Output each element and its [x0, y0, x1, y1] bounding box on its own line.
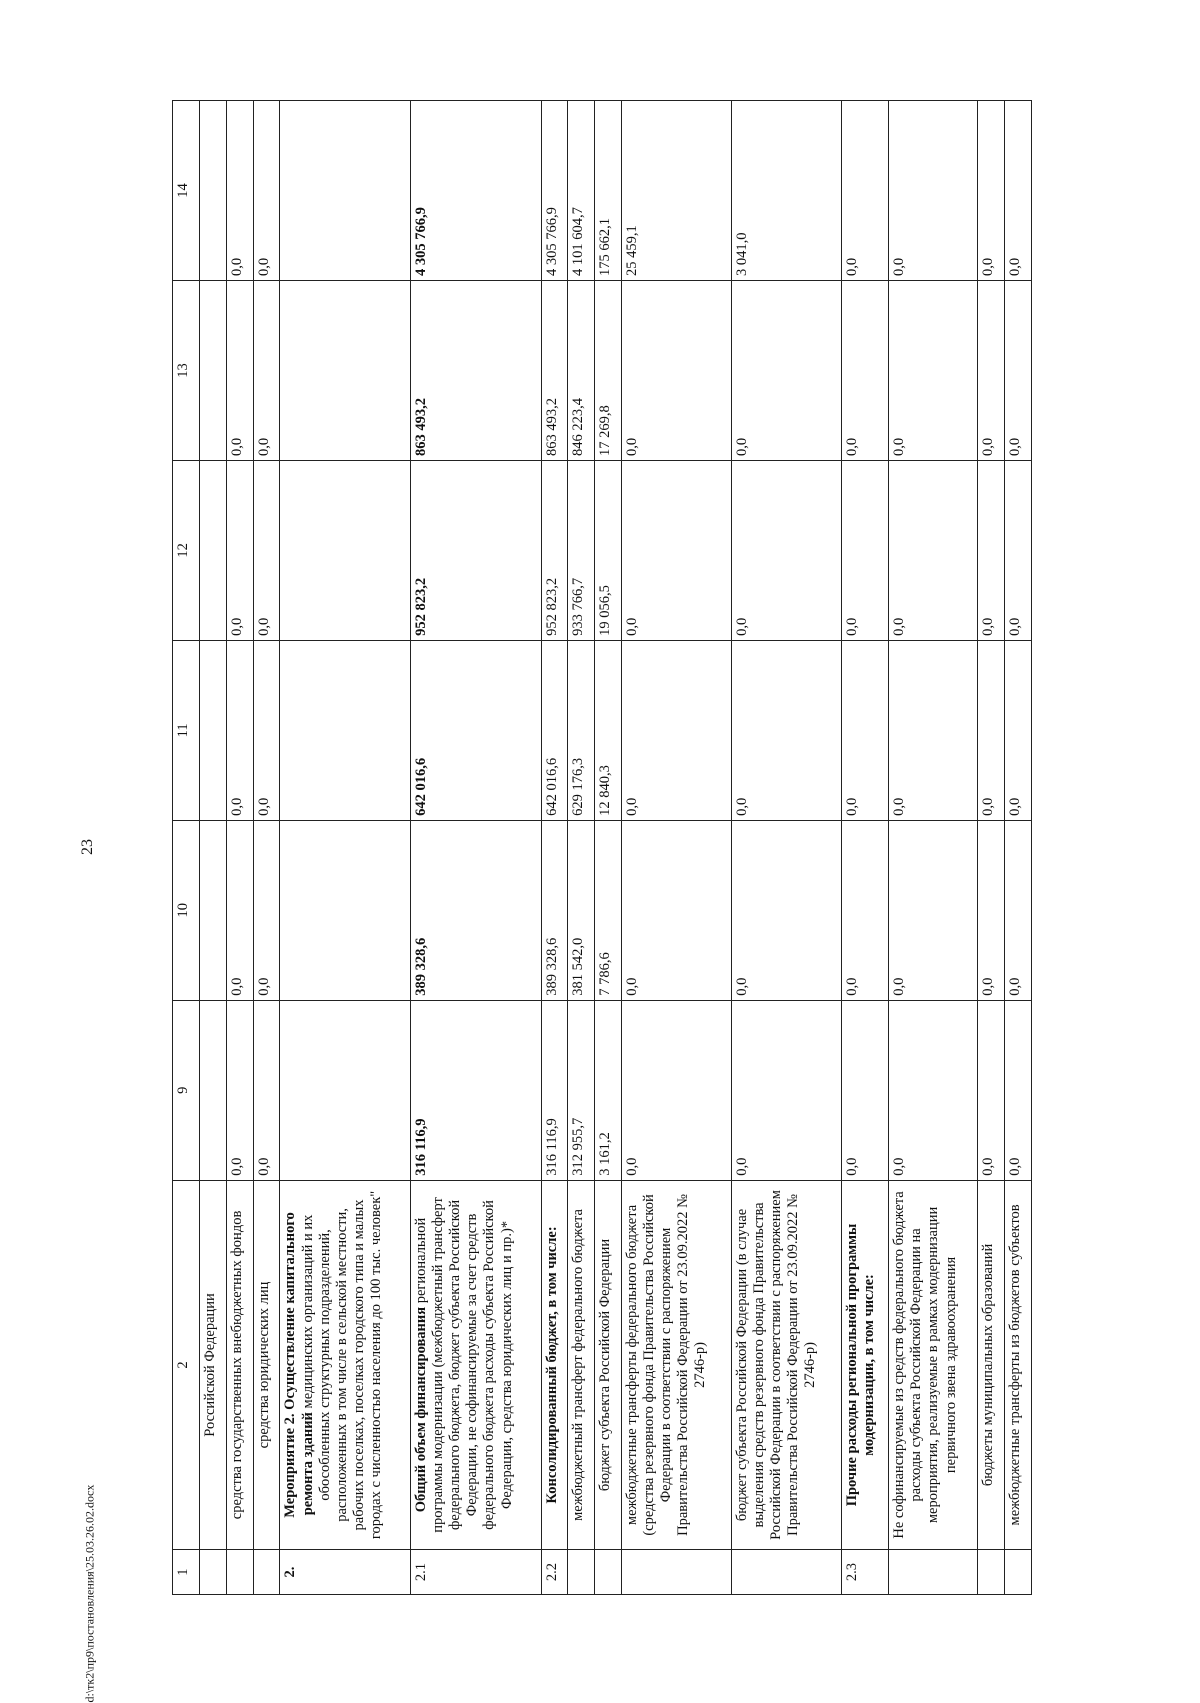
row-label-cell [411, 1180, 542, 1550]
row-label-cell [568, 1180, 595, 1550]
row-index-cell: 2.3 [841, 1550, 889, 1595]
row-label-cell [253, 1180, 280, 1550]
value-cell: 0,0 [731, 281, 841, 461]
value-cell: 19 056,5 [595, 460, 622, 640]
value-cell: 12 840,3 [595, 640, 622, 820]
row-label-text: бюджет субъекта Российской Федерации [597, 1238, 614, 1492]
header-cell: 11 [173, 640, 200, 820]
row-label-cell [280, 1180, 411, 1550]
value-cell: 0,0 [978, 460, 1005, 640]
value-cell: 642 016,6 [411, 640, 542, 820]
value-cell: 312 955,7 [568, 1000, 595, 1180]
value-cell: 0,0 [253, 820, 280, 1000]
value-cell: 0,0 [226, 460, 253, 640]
value-cell [200, 640, 227, 820]
row-index-cell [200, 1550, 227, 1595]
value-cell: 25 459,1 [622, 101, 732, 281]
value-cell: 0,0 [253, 281, 280, 461]
header-cell: 2 [173, 1180, 200, 1550]
row-label-text: Российской Федерации [202, 1293, 218, 1437]
value-cell: 846 223,4 [568, 281, 595, 461]
table-row [568, 101, 595, 1595]
value-cell: 642 016,6 [541, 640, 568, 820]
row-label-text: средства государственных внебюджетных фондов [228, 1210, 245, 1520]
value-cell: 316 116,9 [541, 1000, 568, 1180]
table-row [731, 101, 841, 1595]
value-cell: 0,0 [1005, 820, 1032, 1000]
row-label-text: региональной программы модернизации (межбюджетный трансферт федерального бюджета, бюджет субъекта Российской Федерации, не софинансируемые за счет средств федерального бюджета расходы субъекта Российской Федерации, средства юридических лиц и пр.)* [413, 1197, 515, 1533]
row-label-text: межбюджетные трансферты федерального бюджета (средства резервного фонда Правительства Российской Федерации в соответствии с распоряжением Правительства Российской Федерации от 23.09.2022 № 2746-р) [624, 1194, 709, 1536]
value-cell: 4 101 604,7 [568, 101, 595, 281]
value-cell: 381 542,0 [568, 820, 595, 1000]
table-row [226, 101, 253, 1595]
value-cell: 0,0 [253, 1000, 280, 1180]
row-index-cell [978, 1550, 1005, 1595]
value-cell: 0,0 [889, 460, 978, 640]
table-row [622, 101, 732, 1595]
row-label-text: бюджеты муниципальных образований [980, 1243, 997, 1487]
value-cell: 389 328,6 [541, 820, 568, 1000]
header-cell: 1 [173, 1550, 200, 1595]
value-cell: 0,0 [1005, 460, 1032, 640]
row-label-cell [622, 1180, 732, 1550]
header-cell: 9 [173, 1000, 200, 1180]
value-cell: 0,0 [226, 101, 253, 281]
value-cell: 0,0 [1005, 281, 1032, 461]
value-cell: 0,0 [731, 640, 841, 820]
table-row [1005, 101, 1032, 1595]
table-row [841, 101, 889, 1595]
value-cell: 389 328,6 [411, 820, 542, 1000]
row-label-cell [200, 1180, 227, 1550]
row-label-text: медицинских организаций и их обособленных структурных подразделений, расположенных в том числе в сельской местности, рабочих поселках, поселках городского типа и малых городах с численностью населения до 100 тыс. человек" [299, 1190, 384, 1540]
value-cell: 952 823,2 [541, 460, 568, 640]
value-cell: 0,0 [731, 1000, 841, 1180]
value-cell: 0,0 [978, 281, 1005, 461]
table-row [253, 101, 280, 1595]
table-row [595, 101, 622, 1595]
value-cell: 0,0 [841, 640, 889, 820]
value-cell: 863 493,2 [541, 281, 568, 461]
row-label-bold: Мероприятие 2. Осуществление капитального ремонта зданий [282, 1212, 316, 1518]
value-cell: 175 662,1 [595, 101, 622, 281]
value-cell: 0,0 [841, 820, 889, 1000]
row-label-text: межбюджетный трансферт федерального бюджета [570, 1209, 587, 1521]
row-label-cell [731, 1180, 841, 1550]
row-index-cell [731, 1550, 841, 1595]
value-cell: 4 305 766,9 [411, 101, 542, 281]
table-row [411, 101, 542, 1595]
value-cell: 0,0 [253, 460, 280, 640]
value-cell: 0,0 [978, 640, 1005, 820]
value-cell: 0,0 [622, 281, 732, 461]
value-cell: 0,0 [622, 820, 732, 1000]
table-row [541, 101, 568, 1595]
value-cell [200, 460, 227, 640]
row-index-cell: 2.2 [541, 1550, 568, 1595]
value-cell: 0,0 [226, 281, 253, 461]
value-cell [200, 101, 227, 281]
header-cell: 12 [173, 460, 200, 640]
value-cell: 17 269,8 [595, 281, 622, 461]
value-cell: 0,0 [978, 101, 1005, 281]
value-cell: 0,0 [841, 281, 889, 461]
value-cell: 0,0 [978, 1000, 1005, 1180]
row-label-cell [841, 1180, 889, 1550]
value-cell: 0,0 [1005, 1000, 1032, 1180]
row-index-cell [889, 1550, 978, 1595]
value-cell: 0,0 [731, 460, 841, 640]
row-label-cell [541, 1180, 568, 1550]
value-cell: 0,0 [1005, 101, 1032, 281]
row-index-cell [253, 1550, 280, 1595]
row-index-cell [226, 1550, 253, 1595]
table-wrapper [172, 100, 1032, 1595]
header-cell: 13 [173, 281, 200, 461]
table-row [978, 101, 1005, 1595]
value-cell: 0,0 [226, 640, 253, 820]
header-cell: 14 [173, 101, 200, 281]
value-cell: 0,0 [889, 101, 978, 281]
value-cell: 0,0 [978, 820, 1005, 1000]
value-cell [280, 1000, 411, 1180]
value-cell: 0,0 [889, 1000, 978, 1180]
value-cell: 952 823,2 [411, 460, 542, 640]
value-cell: 0,0 [253, 101, 280, 281]
value-cell: 0,0 [1005, 640, 1032, 820]
value-cell: 0,0 [889, 820, 978, 1000]
row-index-cell [595, 1550, 622, 1595]
row-label-cell [1005, 1180, 1032, 1550]
value-cell: 316 116,9 [411, 1000, 542, 1180]
value-cell: 0,0 [841, 460, 889, 640]
row-index-cell [1005, 1550, 1032, 1595]
row-label-bold: Консолидированный бюджет, в том числе: [543, 1226, 560, 1504]
value-cell [200, 1000, 227, 1180]
value-cell: 7 786,6 [595, 820, 622, 1000]
value-cell [200, 820, 227, 1000]
value-cell: 933 766,7 [568, 460, 595, 640]
value-cell [280, 101, 411, 281]
value-cell: 0,0 [889, 640, 978, 820]
row-label-text: бюджет субъекта Российской Федерации (в случае выделения средств резервного фонда Правительства Российской Федерации в соответствии с распоряжением Правительства Российской Федерации от 23.09.2022 № 2746-р) [733, 1190, 819, 1540]
value-cell [280, 281, 411, 461]
table-row [280, 101, 411, 1595]
value-cell: 0,0 [841, 1000, 889, 1180]
value-cell: 4 305 766,9 [541, 101, 568, 281]
row-label-cell [226, 1180, 253, 1550]
row-index-cell [568, 1550, 595, 1595]
financing-table [172, 100, 1032, 1595]
row-label-bold: Прочие расходы региональной программы модернизации, в том числе: [843, 1223, 877, 1507]
row-label-bold: Общий объем финансирования [413, 1306, 430, 1513]
table-body [173, 101, 1032, 1595]
value-cell: 0,0 [731, 820, 841, 1000]
value-cell: 629 176,3 [568, 640, 595, 820]
value-cell: 0,0 [226, 1000, 253, 1180]
value-cell: 0,0 [253, 640, 280, 820]
value-cell [280, 460, 411, 640]
row-label-text: средства юридических лиц [255, 1281, 272, 1449]
value-cell: 0,0 [226, 820, 253, 1000]
table-row [200, 101, 227, 1595]
value-cell [200, 281, 227, 461]
row-label-cell [889, 1180, 978, 1550]
table-row [889, 101, 978, 1595]
row-label-text: межбюджетные трансферты из бюджетов субъектов [1007, 1204, 1024, 1526]
row-index-cell [622, 1550, 732, 1595]
row-label-cell [978, 1180, 1005, 1550]
row-index-cell: 2. [280, 1550, 411, 1595]
row-label-text: Не софинансируемые из средств федерального бюджета расходы субъекта Российской Федерации на мероприятия, реализуемые в рамках модернизации первичного звена здравоохранения [891, 1191, 959, 1539]
footer-file-path: d:\тк2\пр9\постановления\25.03.26.02.docx [82, 1484, 97, 1703]
value-cell: 3 161,2 [595, 1000, 622, 1180]
value-cell: 0,0 [622, 460, 732, 640]
row-label-cell [595, 1180, 622, 1550]
value-cell [280, 820, 411, 1000]
value-cell [280, 640, 411, 820]
rotated-table-container [172, 100, 1032, 1595]
table-header-row [173, 101, 200, 1595]
value-cell: 3 041,0 [731, 101, 841, 281]
value-cell: 0,0 [622, 640, 732, 820]
value-cell: 863 493,2 [411, 281, 542, 461]
header-cell: 10 [173, 820, 200, 1000]
page-number: 23 [79, 839, 96, 855]
row-index-cell: 2.1 [411, 1550, 542, 1595]
value-cell: 0,0 [622, 1000, 732, 1180]
value-cell: 0,0 [841, 101, 889, 281]
value-cell: 0,0 [889, 281, 978, 461]
